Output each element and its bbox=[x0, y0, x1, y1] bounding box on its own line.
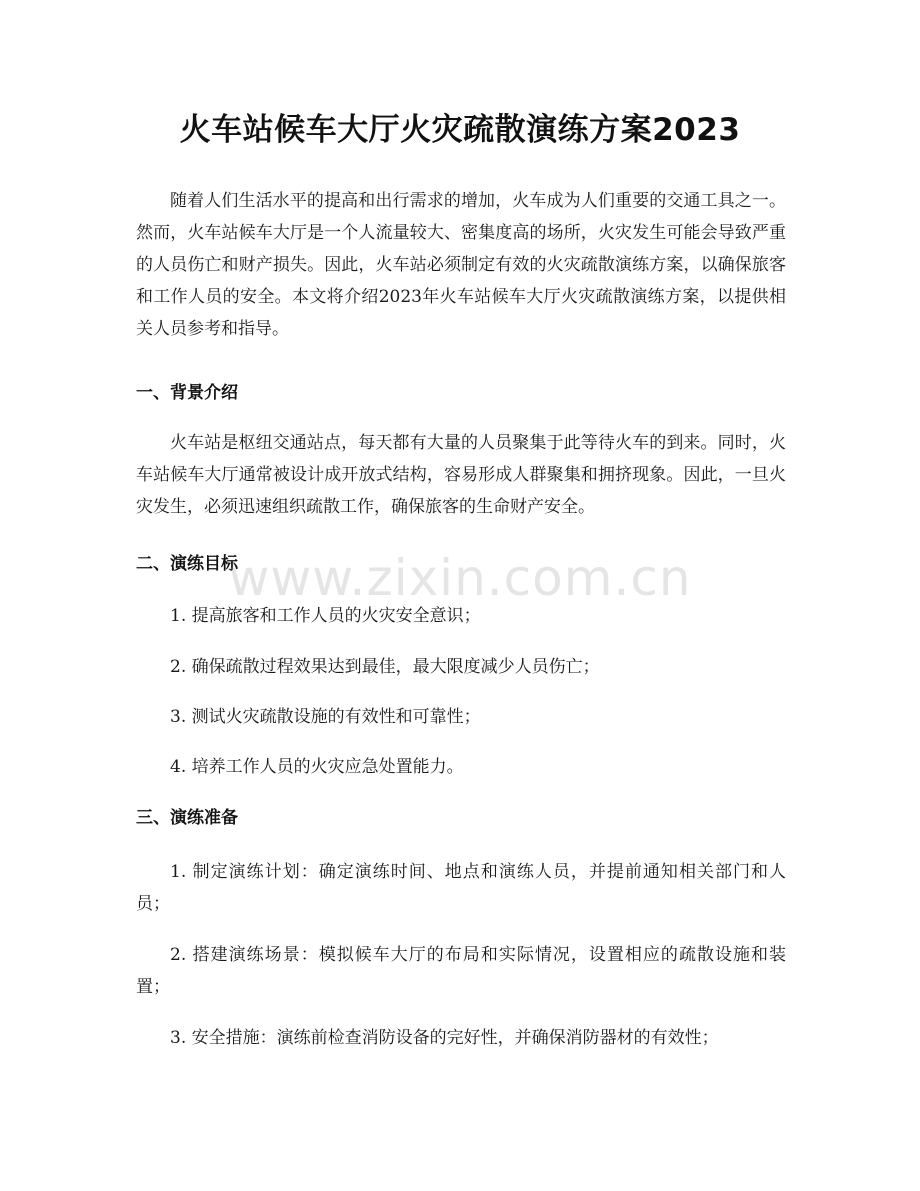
preparation-item-2: 2. 搭建演练场景：模拟候车大厅的布局和实际情况，设置相应的疏散设施和装置； bbox=[136, 945, 786, 997]
goal-item-4: 4. 培养工作人员的火灾应急处置能力。 bbox=[170, 757, 464, 777]
preparation-item-3: 3. 安全措施：演练前检查消防设备的完好性，并确保消防器材的有效性； bbox=[170, 1028, 719, 1048]
document-title: 火车站候车大厅火灾疏散演练方案2023 bbox=[179, 112, 741, 148]
preparation-item-1: 1. 制定演练计划：确定演练时间、地点和演练人员，并提前通知相关部门和人员； bbox=[136, 862, 786, 914]
goal-item-1: 1. 提高旅客和工作人员的火灾安全意识； bbox=[170, 606, 481, 626]
section-heading-goals: 二、演练目标 bbox=[136, 554, 238, 574]
intro-paragraph: 随着人们生活水平的提高和出行需求的增加，火车成为人们重要的交通工具之一。然而，火车站候车大厅是一个人流量较大、密集度高的场所，火灾发生可能会导致严重的人员伤亡和财产损失。因此，火车站必须制定有效的火灾疏散演练方案，以确保旅客和工作人员的安全。本文将介绍2023年火车站候车大厅火灾疏散演练方案，以提供相关人员参考和指导。 bbox=[136, 191, 786, 339]
section-heading-preparation: 三、演练准备 bbox=[136, 808, 238, 828]
goal-item-2: 2. 确保疏散过程效果达到最佳，最大限度减少人员伤亡； bbox=[170, 657, 600, 677]
goal-item-3: 3. 测试火灾疏散设施的有效性和可靠性； bbox=[170, 707, 481, 727]
section-heading-background: 一、背景介绍 bbox=[136, 383, 238, 403]
background-paragraph: 火车站是枢纽交通站点，每天都有大量的人员聚集于此等待火车的到来。同时，火车站候车大厅通常被设计成开放式结构，容易形成人群聚集和拥挤现象。因此，一旦火灾发生，必须迅速组织疏散工作，确保旅客的生命财产安全。 bbox=[136, 433, 786, 517]
watermark-text: www.zixin.com.cn bbox=[228, 549, 692, 607]
